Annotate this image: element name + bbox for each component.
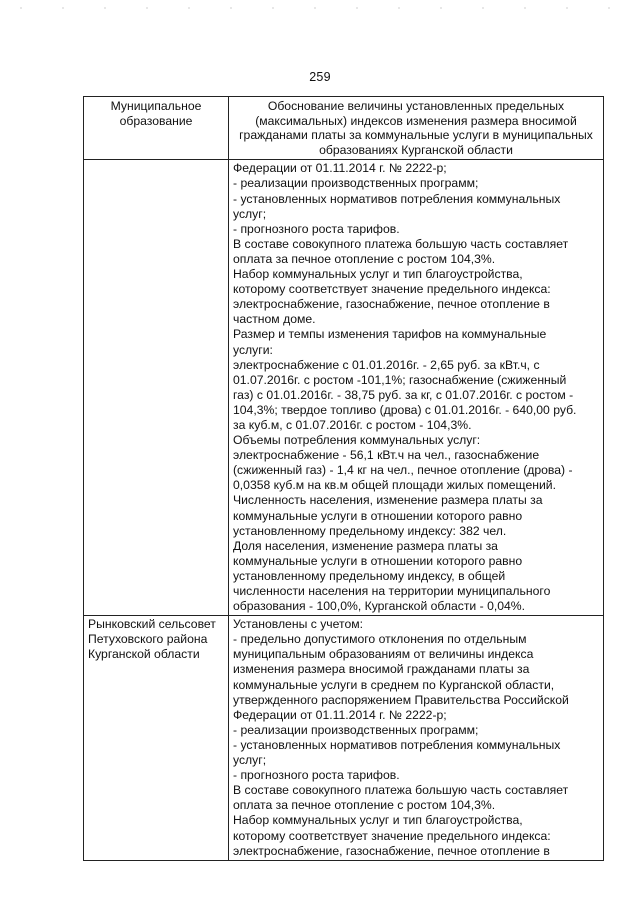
justification-line: коммунальные услуги в отношении которого равно <box>233 553 523 568</box>
justification-line: Набор коммунальных услуг и тип благоустройства, <box>233 267 523 282</box>
justification-line: 0,0358 куб.м на кв.м общей площади жилых помещений. <box>233 478 556 493</box>
justification-line: оплата за печное отопление с ростом 104,3%. <box>233 251 496 266</box>
justification-line: Федерации от 01.11.2014 г. № 2222-р; <box>233 707 447 722</box>
municipality-cell <box>84 160 229 616</box>
header-justification: Обоснование величины установленных предельных (максимальных) индексов изменения размера вносимой гражданами платы за коммунальные услуги в муниципальных образованиях Курганской области <box>229 97 604 160</box>
justification-line: В составе совокупного платежа большую часть составляет <box>233 783 569 798</box>
scan-noise-strip <box>0 6 640 10</box>
justification-cell <box>229 616 604 861</box>
justification-line: электроснабжение с 01.01.2016г. - 2,65 руб. за кВт.ч, с <box>233 357 540 372</box>
table-header-row <box>84 97 604 160</box>
tariff-index-table <box>83 96 604 861</box>
justification-line: утвержденного распоряжением Правительства Российской <box>233 692 569 707</box>
table-row <box>84 160 604 616</box>
justification-line: электроснабжение, газоснабжение, печное отопление в <box>233 297 550 312</box>
justification-line: электроснабжение, газоснабжение, печное отопление в <box>233 843 550 858</box>
justification-line: 104,3%; твердое топливо (дрова) с 01.01.2016г. - 640,00 руб. <box>233 402 577 417</box>
justification-line: В составе совокупного платежа большую часть составляет <box>233 236 569 251</box>
justification-line: - реализации производственных программ; <box>233 176 479 191</box>
justification-line: численности населения на территории муниципального <box>233 584 551 598</box>
justification-line: муниципальным образованиям от величины индекса <box>233 647 534 662</box>
table-row <box>84 616 604 861</box>
justification-line: Доля населения, изменение размера платы за <box>233 538 498 553</box>
justification-line: - установленных нормативов потребления коммунальных <box>233 737 561 752</box>
municipality-cell: Рынковский сельсовет Петуховского района Курганской области <box>84 616 229 861</box>
justification-line: коммунальные услуги в отношении которого равно <box>233 508 523 523</box>
justification-line: установленному предельному индексу: 382 чел. <box>233 523 507 538</box>
justification-line: - установленных нормативов потребления коммунальных <box>233 191 561 206</box>
justification-line: услуги: <box>233 342 273 357</box>
justification-line: Федерации от 01.11.2014 г. № 2222-р; <box>233 161 447 176</box>
justification-line: коммунальные услуги в среднем по Курганской области, <box>233 677 555 692</box>
justification-line: - предельно допустимого отклонения по отдельным <box>233 632 527 647</box>
justification-line: Размер и темпы изменения тарифов на коммунальные <box>233 327 547 342</box>
justification-line: частном доме. <box>233 312 316 327</box>
justification-line: услуг; <box>233 753 267 768</box>
justification-line: - прогнозного роста тарифов. <box>233 221 400 236</box>
justification-line: которому соответствует значение предельного индекса: <box>233 282 551 297</box>
justification-line: изменения размера вносимой гражданами платы за <box>233 662 530 677</box>
justification-line: установленному предельному индексу, в общей <box>233 568 506 583</box>
justification-line: электроснабжение - 56,1 кВт.ч на чел., газоснабжение <box>233 448 540 463</box>
justification-line: - реализации производственных программ; <box>233 722 479 737</box>
justification-line: газ) с 01.01.2016г. - 38,75 руб. за кг, с 01.07.2016г. с ростом - <box>233 387 574 402</box>
justification-line: Установлены с учетом: <box>233 617 363 632</box>
justification-line: за куб.м, с 01.07.2016г. с ростом - 104,3%. <box>233 417 472 432</box>
header-municipality: Муниципальное образование <box>84 97 229 160</box>
justification-line: услуг; <box>233 206 267 221</box>
justification-line: которому соответствует значение предельного индекса: <box>233 828 551 843</box>
justification-line: 01.07.2016г. с ростом -101,1%; газоснабжение (сжиженный <box>233 372 567 387</box>
justification-line: (сжиженный газ) - 1,4 кг на чел., печное отопление (дрова) - <box>233 463 573 478</box>
justification-line: Численность населения, изменение размера платы за <box>233 493 543 508</box>
page-number: 259 <box>309 70 331 84</box>
justification-line: Набор коммунальных услуг и тип благоустройства, <box>233 813 523 828</box>
justification-line: образования - 100,0%, Курганской области - 0,04%. <box>233 599 526 614</box>
justification-line: оплата за печное отопление с ростом 104,3%. <box>233 798 496 813</box>
justification-cell <box>229 160 604 616</box>
justification-line: Объемы потребления коммунальных услуг: <box>233 433 481 448</box>
justification-line: - прогнозного роста тарифов. <box>233 768 400 783</box>
